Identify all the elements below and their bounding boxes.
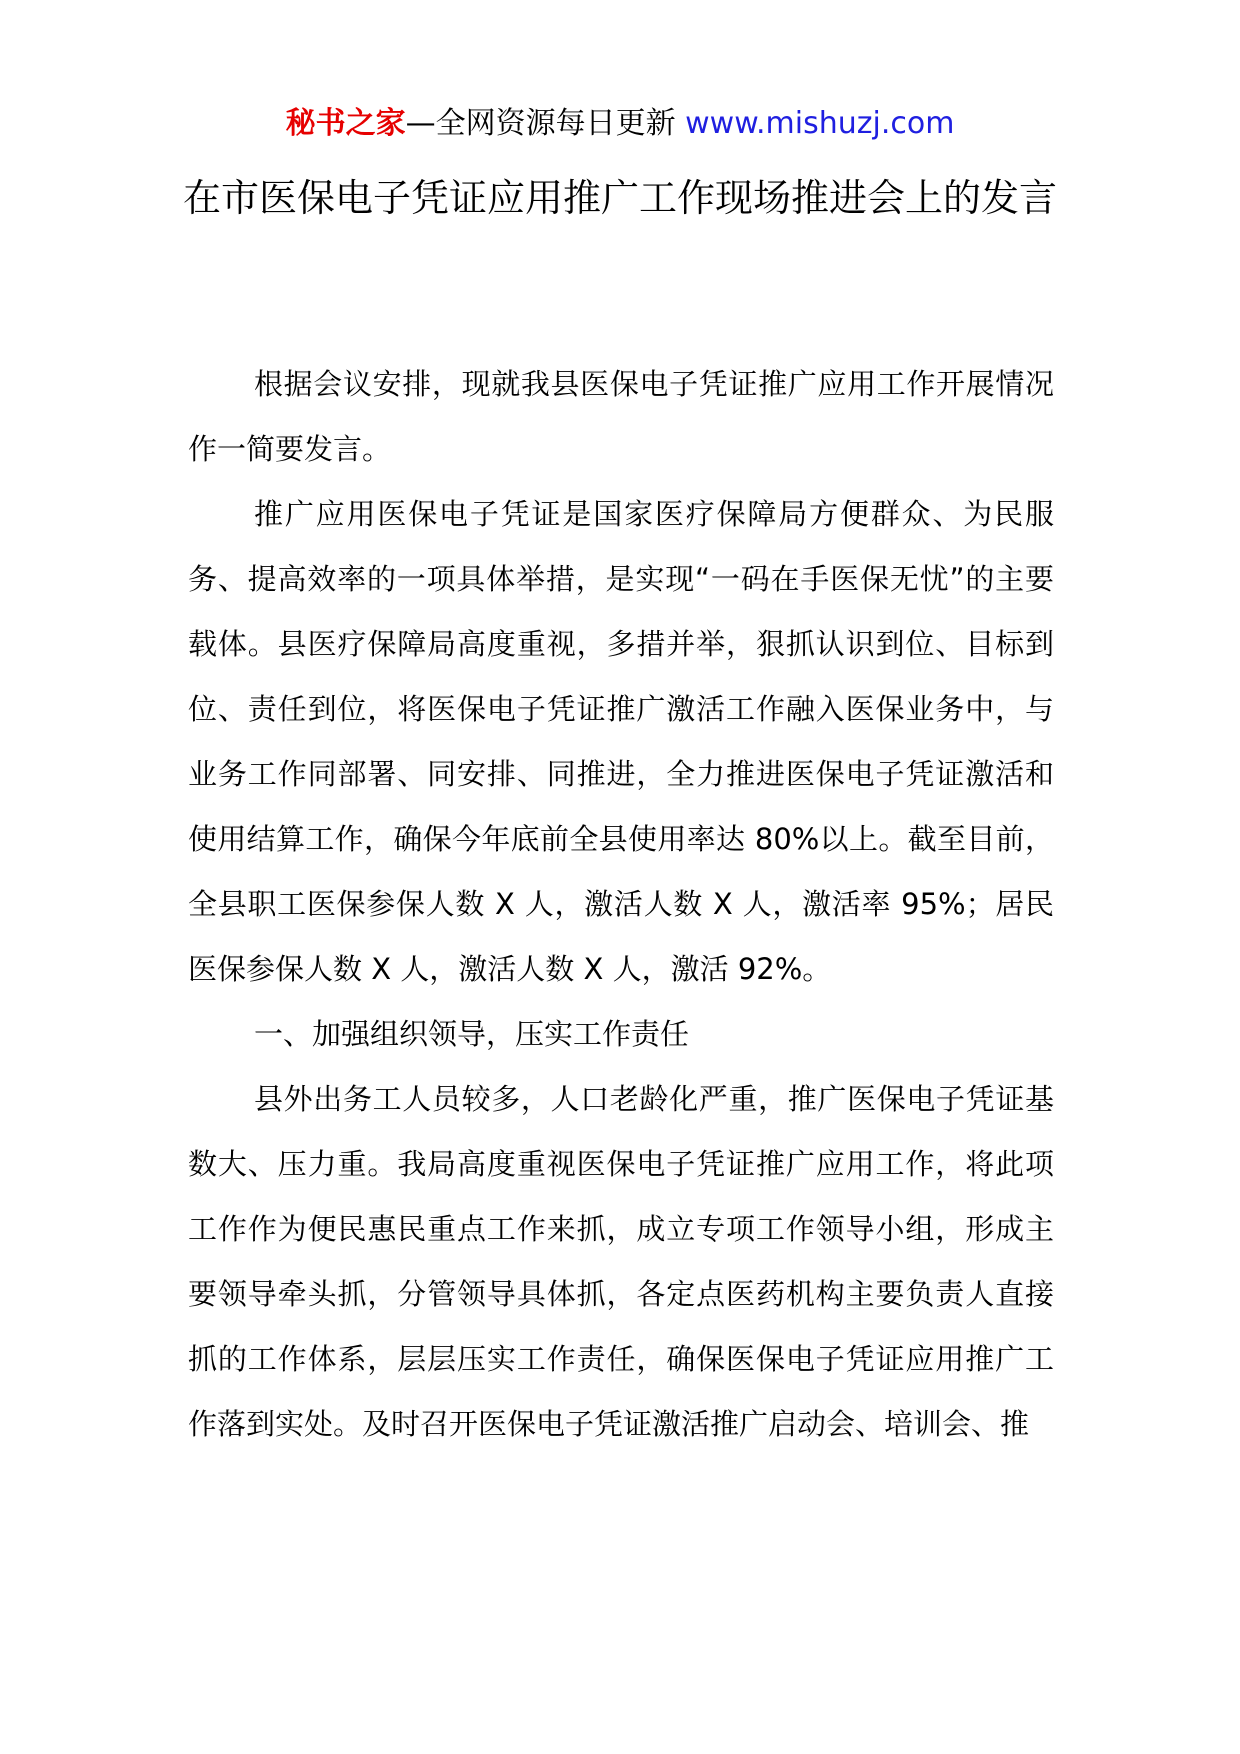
site-url[interactable]: www.mishuzj.com [685, 106, 955, 141]
intro-paragraph: 根据会议安排，现就我县医保电子凭证推广应用工作开展情况作一简要发言。 [188, 367, 1054, 466]
document-body [188, 352, 1054, 1457]
header-tagline: —全网资源每日更新 [405, 106, 686, 141]
overview-paragraph: 推广应用医保电子凭证是国家医疗保障局方便群众、为民服务、提高效率的一项具体举措，是实现“一码在手医保无忧”的主要载体。县医疗保障局高度重视，多措并举，狠抓认识到位、目标到位、责任到位，将医保电子凭证推广激活工作融入医保业务中，与业务工作同部署、同安排、同推进，全力推进医保电子凭证激活和使用结算工作，确保今年底前全县使用率达 80%以上。截至目前，全县职工医保参保人数 X 人，激活人数 X 人，激活率 95%；居民医保参保人数 X 人，激活人数 X 人，激活 92%。 [188, 497, 1054, 986]
brand-name: 秘书之家 [285, 106, 406, 141]
section-heading: 一、加强组织领导，压实工作责任 [254, 1017, 690, 1051]
site-header [0, 98, 1240, 150]
section-paragraph: 县外出务工人员较多，人口老龄化严重，推广医保电子凭证基数大、压力重。我局高度重视医保电子凭证推广应用工作，将此项工作作为便民惠民重点工作来抓，成立专项工作领导小组，形成主要领导牵头抓，分管领导具体抓，各定点医药机构主要负责人直接抓的工作体系，层层压实工作责任，确保医保电子凭证应用推广工作落到实处。及时召开医保电子凭证激活推广启动会、培训会、推 [188, 1082, 1054, 1441]
document-title: 在市医保电子凭证应用推广工作现场推进会上的发言 [182, 176, 1057, 220]
